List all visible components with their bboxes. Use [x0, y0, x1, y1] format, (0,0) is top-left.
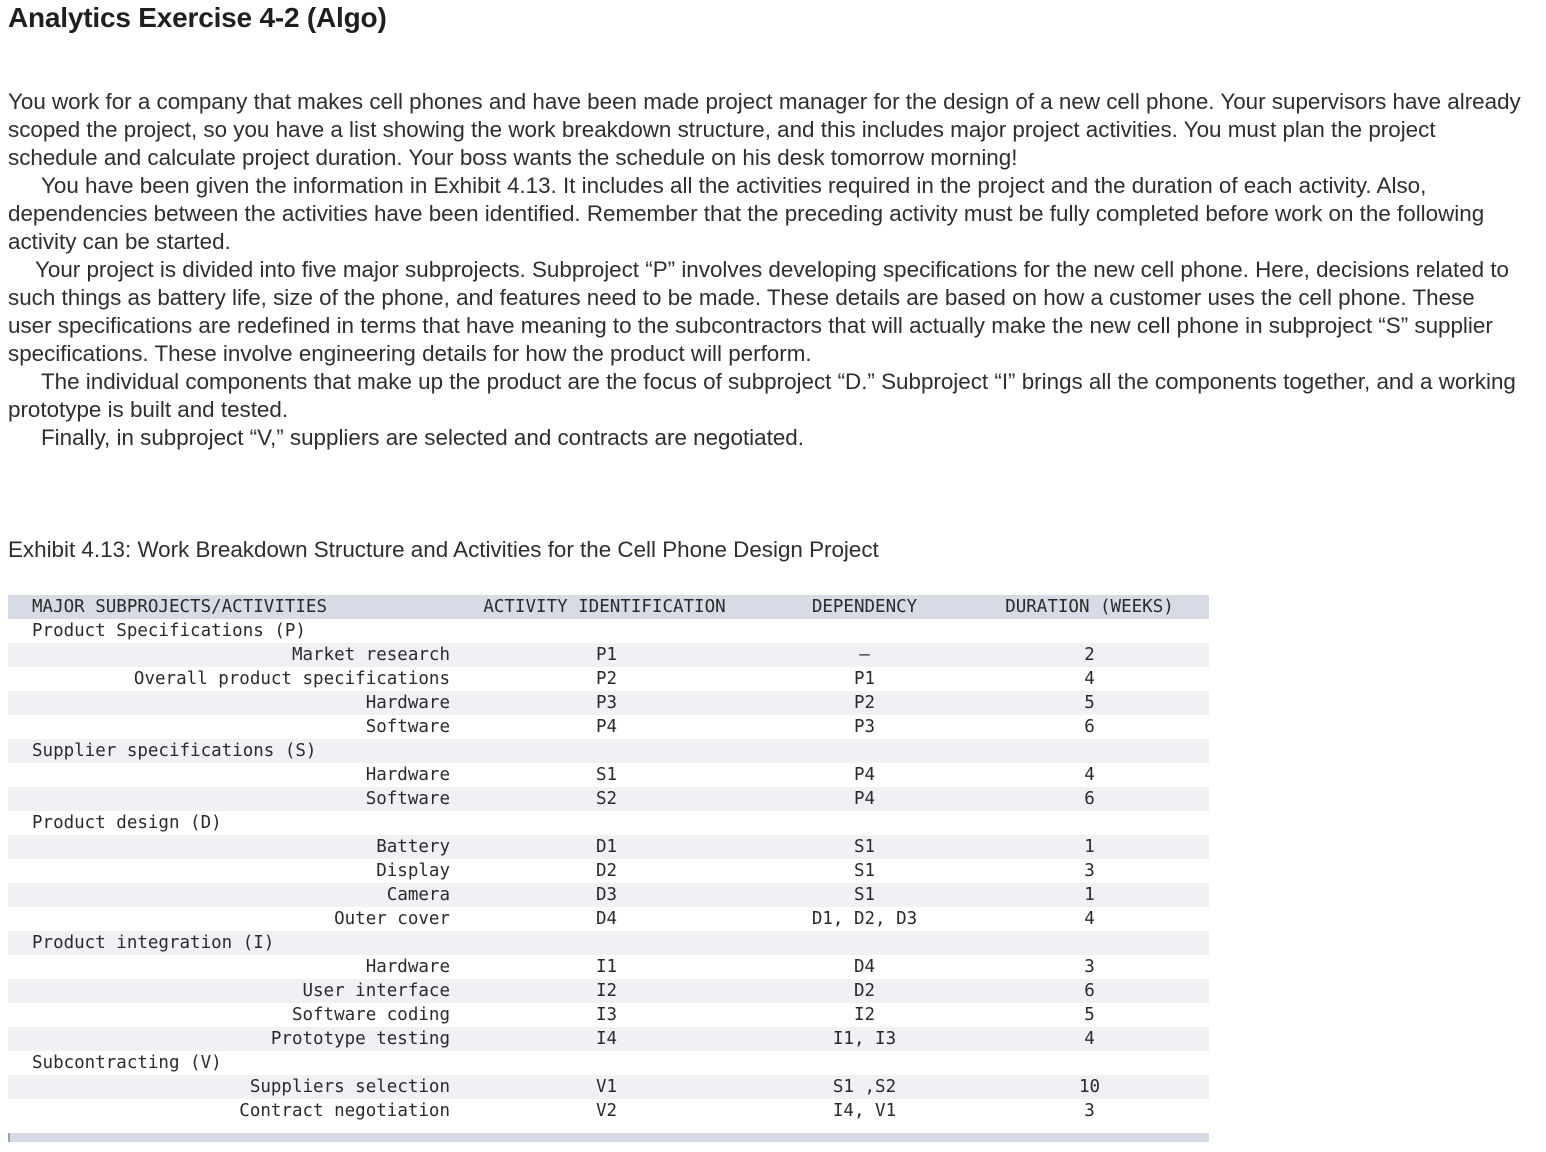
activity-dependency: I1, I3 [832, 1029, 897, 1049]
activity-duration: 6 [1084, 981, 1095, 1001]
empty-cell [970, 811, 1209, 835]
table-row [8, 883, 1209, 907]
activity-id: P3 [596, 693, 618, 713]
table-header-row [8, 595, 1209, 619]
activity-dependency: I4, V1 [832, 1101, 897, 1121]
header-activity-id: ACTIVITY IDENTIFICATION [483, 597, 726, 617]
paragraph: The individual components that make up the product are the focus of subproject “D.” Subproject “I” brings all the components together, and a working prototype is built and tested. [8, 369, 1516, 422]
page-title: Analytics Exercise 4-2 (Algo) [8, 2, 387, 33]
activity-dependency: P4 [853, 765, 876, 785]
table-row [8, 907, 1209, 931]
activity-id: I3 [596, 1005, 618, 1025]
exhibit-caption: Exhibit 4.13: Work Breakdown Structure and Activities for the Cell Phone Design Project [8, 537, 879, 562]
activity-id: D2 [596, 861, 618, 881]
table-row [8, 763, 1209, 787]
activity-id: I2 [596, 981, 618, 1001]
empty-cell [450, 739, 759, 763]
subproject-label: Subcontracting (V) [32, 1053, 222, 1073]
empty-cell [759, 931, 970, 955]
activity-dependency: S1 ,S2 [832, 1077, 897, 1097]
activity-dependency: D1, D2, D3 [811, 909, 918, 929]
table-row [8, 1075, 1209, 1099]
activity-name: Hardware [365, 765, 450, 785]
empty-cell [759, 739, 970, 763]
table-row [8, 835, 1209, 859]
table-row [8, 1027, 1209, 1051]
activity-duration: 4 [1084, 765, 1095, 785]
activity-name: User interface [302, 981, 450, 1001]
activity-id: I1 [596, 957, 618, 977]
activity-name: Hardware [365, 693, 450, 713]
activity-id: D3 [596, 885, 618, 905]
activity-duration: 4 [1084, 669, 1095, 689]
activity-dependency: D2 [853, 981, 876, 1001]
empty-cell [970, 1051, 1209, 1075]
subproject-label: Product design (D) [32, 813, 222, 833]
activity-dependency: P1 [853, 669, 876, 689]
activity-name: Suppliers selection [249, 1077, 450, 1097]
activity-dependency: S1 [853, 861, 876, 881]
activity-name: Contract negotiation [239, 1101, 450, 1121]
table-row [8, 955, 1209, 979]
problem-description [8, 88, 1523, 452]
activity-dependency: P2 [853, 693, 876, 713]
empty-cell [970, 619, 1209, 643]
activity-id: I4 [596, 1029, 618, 1049]
empty-cell [450, 811, 759, 835]
header-duration: DURATION (WEEKS) [1005, 597, 1174, 617]
subproject-label: Product Specifications (P) [32, 621, 306, 641]
header-activities: MAJOR SUBPROJECTS/ACTIVITIES [32, 597, 328, 617]
wbs-table [8, 595, 1209, 1123]
table-group-row [8, 811, 1209, 835]
activity-id: D1 [596, 837, 618, 857]
activity-dependency: D4 [853, 957, 876, 977]
empty-cell [970, 739, 1209, 763]
activity-duration: 4 [1084, 909, 1095, 929]
subproject-label: Product integration (I) [32, 933, 275, 953]
table-group-row [8, 1051, 1209, 1075]
table-group-row [8, 931, 1209, 955]
table-row [8, 715, 1209, 739]
activity-name: Software [365, 717, 450, 737]
table-row [8, 979, 1209, 1003]
activity-name: Prototype testing [270, 1029, 450, 1049]
activity-duration: 2 [1084, 645, 1095, 665]
table-row [8, 859, 1209, 883]
activity-duration: 10 [1078, 1077, 1101, 1097]
activity-duration: 3 [1084, 861, 1095, 881]
subproject-label: Supplier specifications (S) [32, 741, 317, 761]
activity-duration: 4 [1084, 1029, 1095, 1049]
activity-id: P4 [596, 717, 618, 737]
empty-cell [450, 619, 759, 643]
activity-name: Camera [386, 885, 450, 905]
activity-id: S2 [596, 789, 618, 809]
activity-name: Market research [291, 645, 450, 665]
table-group-row [8, 619, 1209, 643]
activity-name: Outer cover [334, 909, 450, 929]
table-scrollbar[interactable] [8, 1133, 1209, 1142]
empty-cell [759, 619, 970, 643]
table-row [8, 691, 1209, 715]
empty-cell [759, 1051, 970, 1075]
paragraph: You have been given the information in Exhibit 4.13. It includes all the activities required in the project and the duration of each activity. Also, dependencies between the activities have been identified. Remember that the preceding activity must be fully completed before work on the following activity can be started. [8, 173, 1485, 254]
activity-duration: 3 [1084, 1101, 1095, 1121]
activity-dependency: P4 [853, 789, 876, 809]
activity-id: P1 [596, 645, 618, 665]
activity-name: Overall product specifications [133, 669, 450, 689]
table-row [8, 1099, 1209, 1123]
activity-id: D4 [596, 909, 618, 929]
header-dependency: DEPENDENCY [811, 597, 918, 617]
activity-id: P2 [596, 669, 618, 689]
table-row [8, 1003, 1209, 1027]
activity-name: Hardware [365, 957, 450, 977]
wbs-table-container [8, 595, 1209, 1123]
activity-duration: 6 [1084, 717, 1095, 737]
paragraph: Finally, in subproject “V,” suppliers are selected and contracts are negotiated. [41, 425, 804, 450]
activity-id: V2 [596, 1101, 618, 1121]
paragraph: Your project is divided into five major subprojects. Subproject “P” involves developing specifications for the new cell phone. Here, decisions related to such things as battery life, size of the phone, and features need to be made. These details are based on how a customer uses the cell phone. These user specifications are redefined in terms that have meaning to the subcontractors that will actually make the new cell phone in subproject “S” supplier specifications. These involve engineering details for how the product will perform. [8, 257, 1510, 366]
activity-duration: 1 [1084, 837, 1095, 857]
activity-id: V1 [596, 1077, 618, 1097]
activity-dependency: I2 [853, 1005, 876, 1025]
empty-cell [970, 931, 1209, 955]
activity-duration: 1 [1084, 885, 1095, 905]
activity-dependency: S1 [853, 837, 876, 857]
table-row [8, 787, 1209, 811]
activity-duration: 6 [1084, 789, 1095, 809]
table-row [8, 667, 1209, 691]
activity-dependency: — [859, 645, 870, 665]
empty-cell [759, 811, 970, 835]
paragraph: You work for a company that makes cell phones and have been made project manager for the design of a new cell phone. Your supervisors have already scoped the project, so you have a list showing the work breakdown structure, and this includes major project activities. You must plan the project schedule and calculate project duration. Your boss wants the schedule on his desk tomorrow morning! [8, 89, 1521, 170]
activity-id: S1 [596, 765, 618, 785]
activity-duration: 5 [1084, 693, 1095, 713]
activity-dependency: S1 [853, 885, 876, 905]
empty-cell [450, 1051, 759, 1075]
activity-name: Software [365, 789, 450, 809]
activity-name: Display [376, 861, 450, 881]
activity-name: Software coding [291, 1005, 450, 1025]
activity-dependency: P3 [853, 717, 876, 737]
table-body [8, 619, 1209, 1123]
activity-duration: 3 [1084, 957, 1095, 977]
empty-cell [450, 931, 759, 955]
table-group-row [8, 739, 1209, 763]
activity-name: Battery [376, 837, 450, 857]
activity-duration: 5 [1084, 1005, 1095, 1025]
table-row [8, 643, 1209, 667]
